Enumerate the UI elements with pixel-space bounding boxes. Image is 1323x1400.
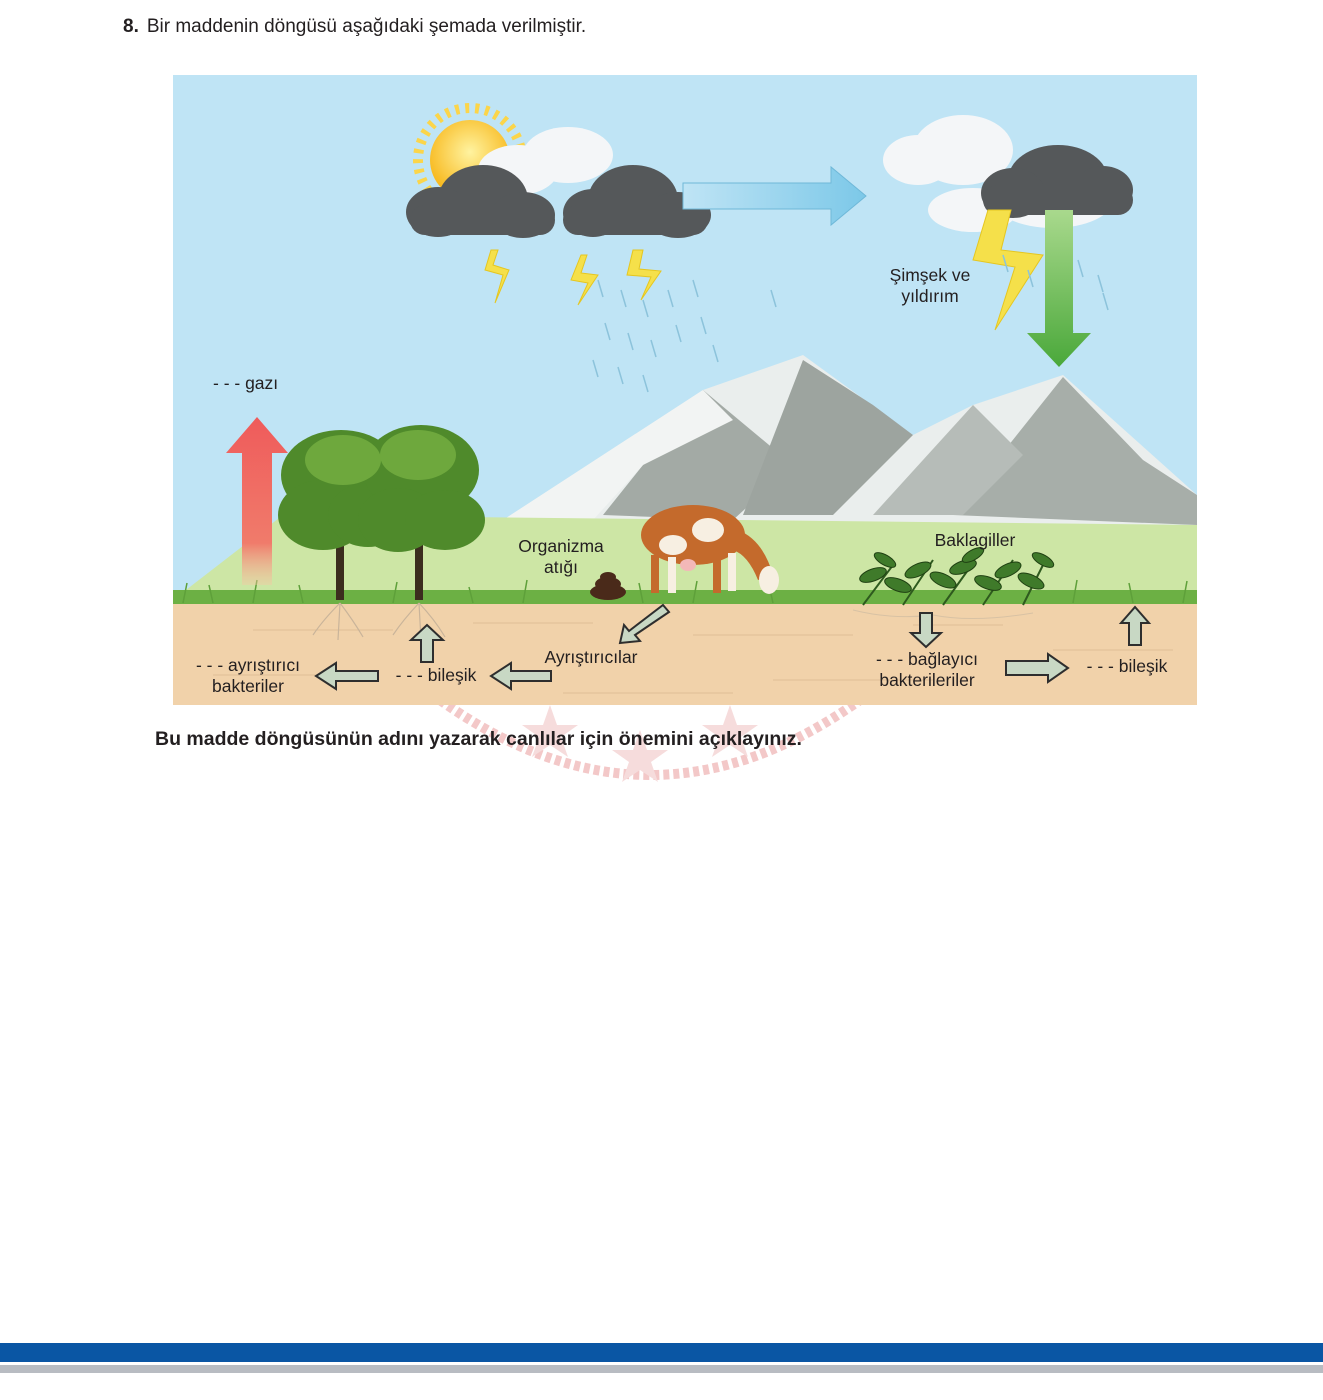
label-waste-line2: atığı bbox=[543, 557, 579, 577]
footer-blue-bar bbox=[0, 1343, 1323, 1362]
label-gas: - - - gazı bbox=[213, 373, 279, 393]
grass bbox=[173, 590, 1197, 604]
label-lightning bbox=[875, 265, 985, 307]
label-compound-right: - - - bileşik bbox=[1086, 656, 1168, 676]
label-lightning-line2: yıldırım bbox=[901, 286, 959, 306]
label-legumes: Baklagiller bbox=[934, 530, 1016, 550]
label-decomposers: Ayrıştırıcılar bbox=[544, 647, 638, 667]
label-decomposer-bacteria-line2: bakteriler bbox=[212, 676, 284, 696]
cycle-diagram bbox=[173, 75, 1197, 705]
question-text: Bir maddenin döngüsü aşağıdaki şemada verilmiştir. bbox=[146, 16, 587, 37]
label-fixing-bacteria bbox=[863, 649, 991, 691]
question-line bbox=[123, 16, 586, 38]
label-fixing-bacteria-line2: bakterileriler bbox=[879, 670, 975, 690]
label-fixing-bacteria-line1: - - - bağlayıcı bbox=[875, 649, 979, 669]
diagram-illustration bbox=[173, 75, 1197, 705]
label-waste-line1: Organizma bbox=[518, 536, 604, 556]
label-compound-left: - - - bileşik bbox=[395, 665, 477, 685]
footer-gray-bar bbox=[0, 1365, 1323, 1373]
label-decomposer-bacteria bbox=[190, 655, 306, 697]
soil bbox=[173, 600, 1197, 705]
label-waste bbox=[506, 536, 616, 578]
label-lightning-line1: Şimşek ve bbox=[889, 265, 971, 285]
question-number: 8. bbox=[123, 16, 139, 37]
label-decomposer-bacteria-line1: - - - ayrıştırıcı bbox=[195, 655, 301, 675]
question-prompt: Bu madde döngüsünün adını yazarak canlılar için önemini açıklayınız. bbox=[155, 728, 802, 750]
